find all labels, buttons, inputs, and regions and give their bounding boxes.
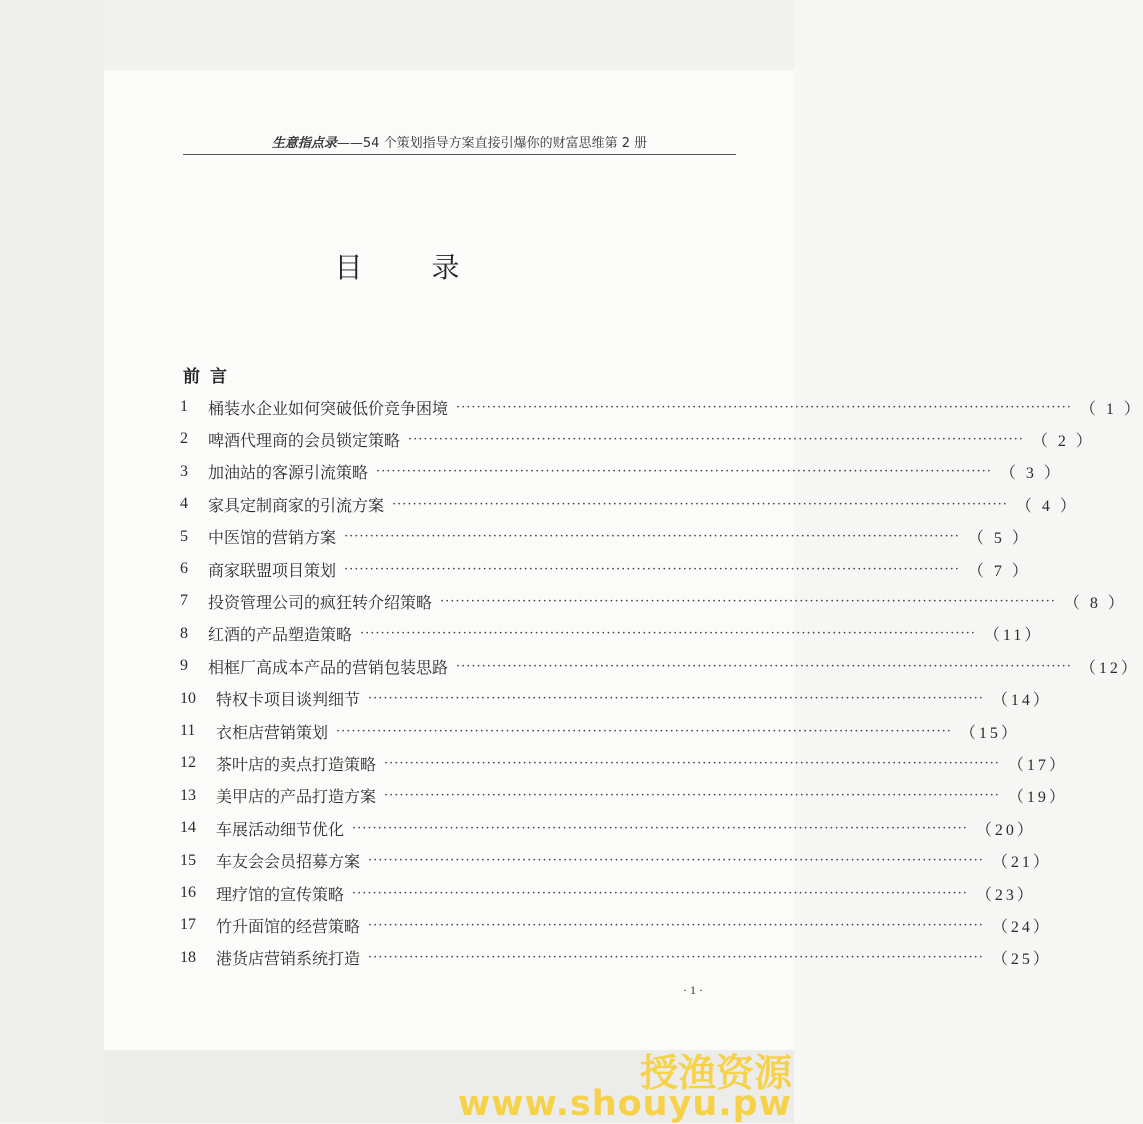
toc-entry[interactable]	[180, 912, 1052, 938]
toc-leader-dots: ························································································································	[440, 593, 1056, 609]
toc-entry-number: 6	[180, 560, 188, 577]
header-subtitle: ——54 个策划指导方案直接引爆你的财富思维第 2 册	[336, 136, 648, 151]
toc-leader-dots: ························································································································	[368, 691, 984, 707]
toc-entry-number: 3	[180, 462, 188, 480]
watermark-name: 授渔资源	[639, 1051, 792, 1095]
toc-entry-title: 桶装水企业如何突破低价竞争困境	[208, 398, 449, 418]
toc-entry-title: 投资管理公司的疯狂转介绍策略	[208, 592, 433, 612]
toc-entry-page: （21）	[991, 854, 1052, 872]
toc-entry-page: （11）	[983, 627, 1044, 645]
toc-leader-dots: ························································································································	[336, 723, 952, 739]
toc-entry-number: 11	[180, 722, 196, 739]
toc-entry-number: 15	[180, 851, 196, 869]
toc-leader-dots: ························································································································	[352, 885, 968, 901]
toc-leader-dots: ························································································································	[376, 464, 992, 480]
toc-entry-page: （ 1 ）	[1079, 400, 1143, 418]
toc-entry-number: 16	[180, 884, 196, 901]
toc-leader-dots: ························································································································	[384, 788, 1000, 804]
toc-entry-title: 港货店营销系统打造	[216, 949, 361, 969]
toc-entry-title: 衣柜店营销策划	[216, 722, 329, 742]
toc-entry[interactable]	[180, 394, 1143, 420]
toc-entry[interactable]	[180, 815, 1036, 841]
toc-entry[interactable]	[180, 556, 1031, 582]
watermark-url: www.shouyu.pw	[457, 1084, 792, 1124]
toc-entry-number: 14	[180, 819, 196, 837]
toc-entry-page: （15）	[959, 724, 1020, 742]
toc-entry-title: 理疗馆的宣传策略	[216, 884, 345, 904]
toc-leader-dots: ························································································································	[456, 399, 1072, 415]
toc-entry-page: （ 2 ）	[1031, 432, 1095, 450]
toc-entry-title: 商家联盟项目策划	[208, 560, 337, 580]
toc-leader-dots: ························································································································	[368, 950, 984, 966]
toc-entry-number: 9	[180, 657, 188, 675]
toc-entry[interactable]	[180, 459, 1063, 485]
toc-entry-title: 加油站的客源引流策略	[208, 463, 369, 483]
toc-entry-number: 18	[180, 948, 196, 966]
toc-entry-title: 啤酒代理商的会员锁定策略	[208, 430, 401, 450]
toc-entry-number: 2	[180, 430, 188, 448]
toc-entry[interactable]	[180, 750, 1068, 776]
toc-leader-dots: ························································································································	[392, 496, 1008, 512]
running-header	[183, 132, 736, 155]
toc-entry[interactable]	[180, 880, 1036, 906]
toc-entry[interactable]	[180, 718, 1020, 744]
toc-leader-dots: ························································································································	[368, 917, 984, 933]
toc-entry-title: 美甲店的产品打造方案	[216, 787, 377, 807]
toc-entry[interactable]	[180, 621, 1044, 647]
toc-leader-dots: ························································································································	[344, 561, 960, 577]
toc-entry-title: 家具定制商家的引流方案	[208, 495, 385, 515]
toc-entry-title: 红酒的产品塑造策略	[208, 625, 353, 645]
toc-entry[interactable]	[180, 686, 1052, 712]
toc-entry-number: 10	[180, 689, 196, 707]
toc-preface-heading[interactable]: 前言	[183, 367, 237, 387]
toc-entry-number: 17	[180, 916, 196, 934]
toc-entry-number: 4	[180, 495, 188, 513]
toc-entry[interactable]	[180, 426, 1095, 452]
toc-entry-number: 12	[180, 754, 196, 772]
toc-entry-page: （23）	[975, 886, 1036, 904]
toc-entry-page: （ 4 ）	[1015, 497, 1079, 515]
scan-margin-left	[0, 0, 104, 1123]
toc-leader-dots: ························································································································	[384, 755, 1000, 771]
toc-leader-dots: ························································································································	[368, 853, 984, 869]
toc-entry-page: （14）	[991, 692, 1052, 710]
toc-entry-page: （17）	[1007, 756, 1068, 774]
toc-entry[interactable]	[180, 588, 1127, 614]
toc-entry-page: （12）	[1079, 659, 1140, 677]
toc-entry-title: 车友会会员招募方案	[216, 852, 361, 872]
toc-entry-title: 车展活动细节优化	[216, 819, 345, 839]
toc-entry-number: 7	[180, 592, 188, 610]
toc-leader-dots: ························································································································	[352, 820, 968, 836]
toc-leader-dots: ························································································································	[360, 626, 976, 642]
toc-entry-number: 13	[180, 786, 196, 804]
toc-entry-page: （25）	[991, 951, 1052, 969]
toc-entry-page: （24）	[991, 918, 1052, 936]
toc-entry-number: 8	[180, 624, 188, 642]
toc-leader-dots: ························································································································	[344, 529, 960, 545]
scan-margin-top	[104, 0, 794, 70]
toc-entry[interactable]	[180, 491, 1079, 517]
toc-entry[interactable]	[180, 848, 1052, 874]
toc-entry-page: （ 8 ）	[1063, 594, 1127, 612]
toc-entry-title: 竹升面馆的经营策略	[216, 916, 361, 936]
toc-entry-page: （19）	[1007, 789, 1068, 807]
toc-entry[interactable]	[180, 524, 1031, 550]
toc-leader-dots: ························································································································	[456, 658, 1072, 674]
toc-entry-page: （20）	[975, 821, 1036, 839]
toc-entry[interactable]	[180, 945, 1052, 971]
toc-entry-title: 中医馆的营销方案	[208, 528, 337, 548]
toc-entry-title: 茶叶店的卖点打造策略	[216, 754, 377, 774]
toc-entry[interactable]	[180, 783, 1068, 809]
page-title: 目 录	[334, 251, 490, 284]
toc-entry-number: 1	[180, 398, 188, 415]
toc-leader-dots: ························································································································	[408, 431, 1024, 447]
toc-entry-title: 相框厂高成本产品的营销包装思路	[208, 657, 449, 677]
toc-entry[interactable]	[180, 653, 1140, 679]
toc-entry-title: 特权卡项目谈判细节	[216, 690, 361, 710]
toc-entry-number: 5	[180, 527, 188, 545]
toc-entry-page: （ 7 ）	[967, 562, 1031, 580]
page-number: · 1 ·	[683, 983, 703, 997]
toc-entry-page: （ 5 ）	[967, 530, 1031, 548]
toc-entry-page: （ 3 ）	[999, 465, 1063, 483]
header-book-title: 生意指点录	[271, 136, 337, 151]
